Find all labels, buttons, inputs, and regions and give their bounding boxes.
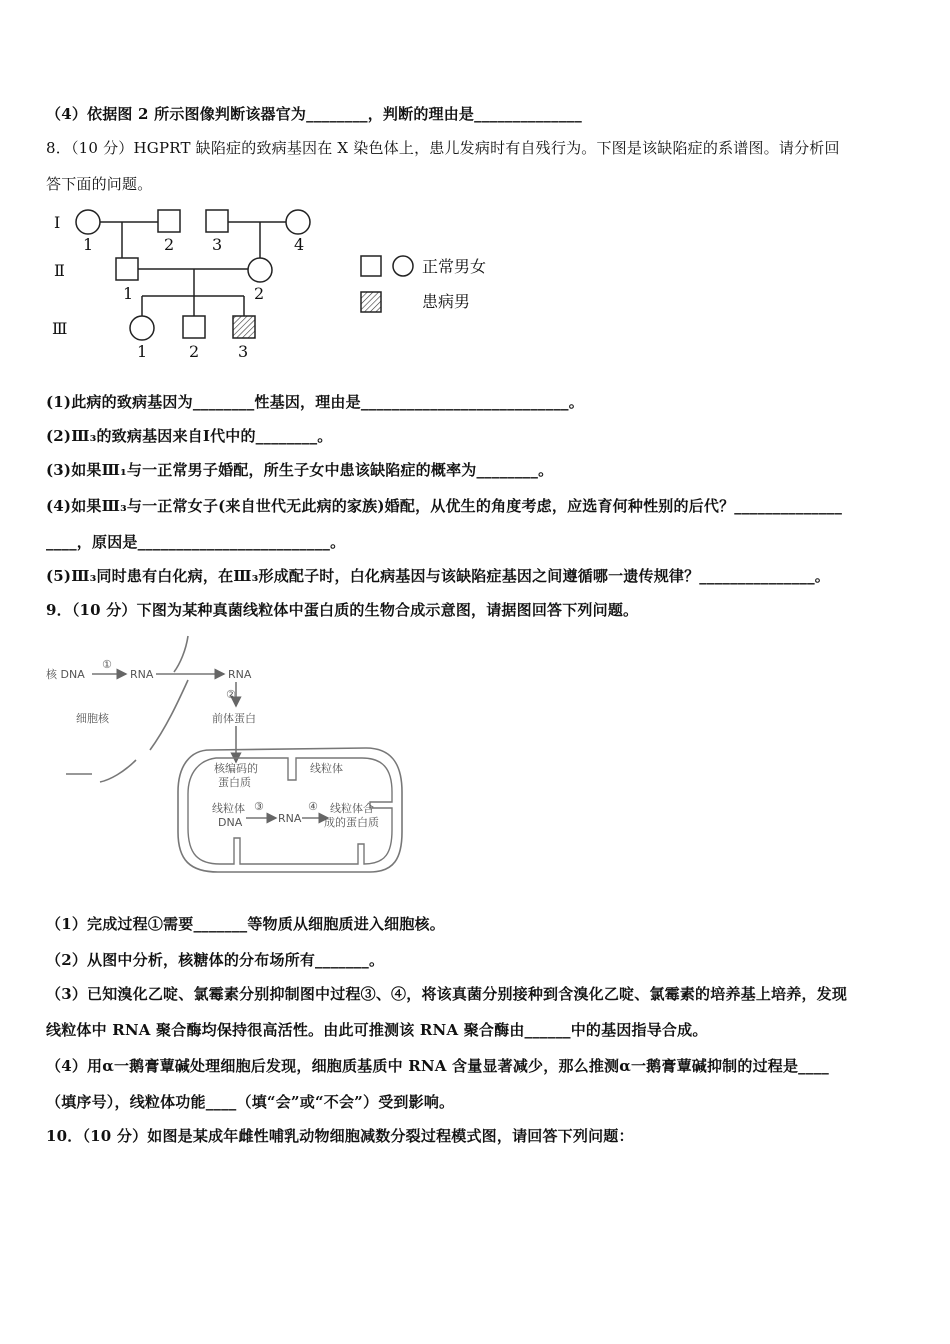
q9-part3-line1: （3）已知溴化乙啶、氯霉素分别抑制图中过程③、④，将该真菌分别接种到含溴化乙啶、氯霉素的培养基上培养，发现 xyxy=(46,985,848,1003)
pedigree-i4-female xyxy=(286,210,310,234)
label-nucleus: 细胞核 xyxy=(76,712,109,725)
label-nuclear-encoded-2: 蛋白质 xyxy=(218,776,251,789)
label-mitochondrion: 线粒体 xyxy=(310,762,343,775)
legend-male-symbol xyxy=(361,256,381,276)
num-iii2: 2 xyxy=(189,342,200,361)
q8-stem-line2: 答下面的问题。 xyxy=(46,175,153,193)
gen-label-iii: Ⅲ xyxy=(52,319,68,338)
pedigree-iii2-male xyxy=(183,316,205,338)
mitochondria-protein-synthesis-figure xyxy=(40,632,420,882)
q8-stem-line1: 8．（10 分）HGPRT 缺陷症的致病基因在 X 染色体上，患儿发病时有自残行为。下图是该缺陷症的系谱图。请分析回 xyxy=(46,139,840,157)
q8-part4-line2: ____，原因是_________________________。 xyxy=(46,533,346,551)
gen-label-i: Ⅰ xyxy=(54,213,61,232)
pedigree-i2-male xyxy=(158,210,180,232)
gen-label-ii: Ⅱ xyxy=(54,261,65,280)
pedigree-iii3-affected-male xyxy=(233,316,255,338)
label-mito-protein-2: 成的蛋白质 xyxy=(324,816,379,829)
num-iii1: 1 xyxy=(137,342,148,361)
q9-part4-line2: （填序号），线粒体功能____（填“会”或“不会”）受到影响。 xyxy=(46,1093,455,1111)
pedigree-iii1-female xyxy=(130,316,154,340)
legend-affected-symbol xyxy=(361,292,381,312)
q9-part4-line1: （4）用α一鹅膏蕈碱处理细胞后发现，细胞质基质中 RNA 含量显著减少，那么推测α一鹅膏蕈碱抑制的过程是____ xyxy=(46,1057,829,1075)
label-step-1: ① xyxy=(102,658,112,671)
q9-part3-line2: 线粒体中 RNA 聚合酶均保持很高活性。由此可推测该 RNA 聚合酶由______中的基因指导合成。 xyxy=(46,1021,708,1039)
nuclear-envelope-middle xyxy=(150,680,188,750)
label-step-3: ③ xyxy=(254,800,264,813)
pedigree-chart xyxy=(46,200,526,370)
num-i1: 1 xyxy=(83,235,94,254)
q9-part1: （1）完成过程①需要_______等物质从细胞质进入细胞核。 xyxy=(46,915,445,933)
q8-part2: (2)Ⅲ₃的致病基因来自Ⅰ代中的________。 xyxy=(46,427,333,445)
label-mito-rna: RNA xyxy=(278,812,302,825)
num-ii2: 2 xyxy=(254,284,265,303)
num-ii1: 1 xyxy=(123,284,134,303)
label-nuclear-dna: 核 DNA xyxy=(46,668,85,681)
pedigree-i3-male xyxy=(206,210,228,232)
num-iii3: 3 xyxy=(238,342,249,361)
nuclear-envelope-top xyxy=(174,636,188,672)
label-mito-dna-1: 线粒体 xyxy=(212,802,245,815)
label-step-4: ④ xyxy=(308,800,318,813)
label-step-2: ② xyxy=(226,688,236,701)
q8-part3: (3)如果Ⅲ₁与一正常男子婚配，所生子女中患该缺陷症的概率为________。 xyxy=(46,461,554,479)
q10-stem: 10．（10 分）如图是某成年雌性哺乳动物细胞减数分裂过程模式图，请回答下列问题： xyxy=(46,1127,634,1145)
q7-part4: （4）依据图 2 所示图像判断该器官为________，判断的理由是______________ xyxy=(46,105,582,123)
label-precursor-protein: 前体蛋白 xyxy=(212,712,256,725)
label-mito-dna-2: DNA xyxy=(218,816,243,829)
num-i2: 2 xyxy=(164,235,175,254)
q8-part1: (1)此病的致病基因为________性基因，理由是___________________________。 xyxy=(46,393,584,411)
pedigree-i1-female xyxy=(76,210,100,234)
q9-stem: 9．（10 分）下图为某种真菌线粒体中蛋白质的生物合成示意图，请据图回答下列问题。 xyxy=(46,601,639,619)
label-mito-protein-1: 线粒体合 xyxy=(330,802,374,815)
q9-part2: （2）从图中分析，核糖体的分布场所有_______。 xyxy=(46,951,385,969)
legend-female-symbol xyxy=(393,256,413,276)
num-i4: 4 xyxy=(294,235,305,254)
pedigree-ii2-female xyxy=(248,258,272,282)
label-rna-nucleus: RNA xyxy=(130,668,154,681)
pedigree-ii1-male xyxy=(116,258,138,280)
q8-part4-line1: (4)如果Ⅲ₃与一正常女子(来自世代无此病的家族)婚配，从优生的角度考虑，应选育何种性别的后代？______________ xyxy=(46,497,843,515)
label-nuclear-encoded-1: 核编码的 xyxy=(214,762,258,775)
num-i3: 3 xyxy=(212,235,223,254)
legend-normal-label: 正常男女 xyxy=(422,257,487,276)
q8-part5: (5)Ⅲ₃同时患有白化病，在Ⅲ₃形成配子时，白化病基因与该缺陷症基因之间遵循哪一遗传规律？_______________。 xyxy=(46,567,831,585)
legend-affected-label: 患病男 xyxy=(422,292,471,311)
nuclear-envelope-bottom xyxy=(100,760,136,782)
label-rna-cytoplasm: RNA xyxy=(228,668,252,681)
